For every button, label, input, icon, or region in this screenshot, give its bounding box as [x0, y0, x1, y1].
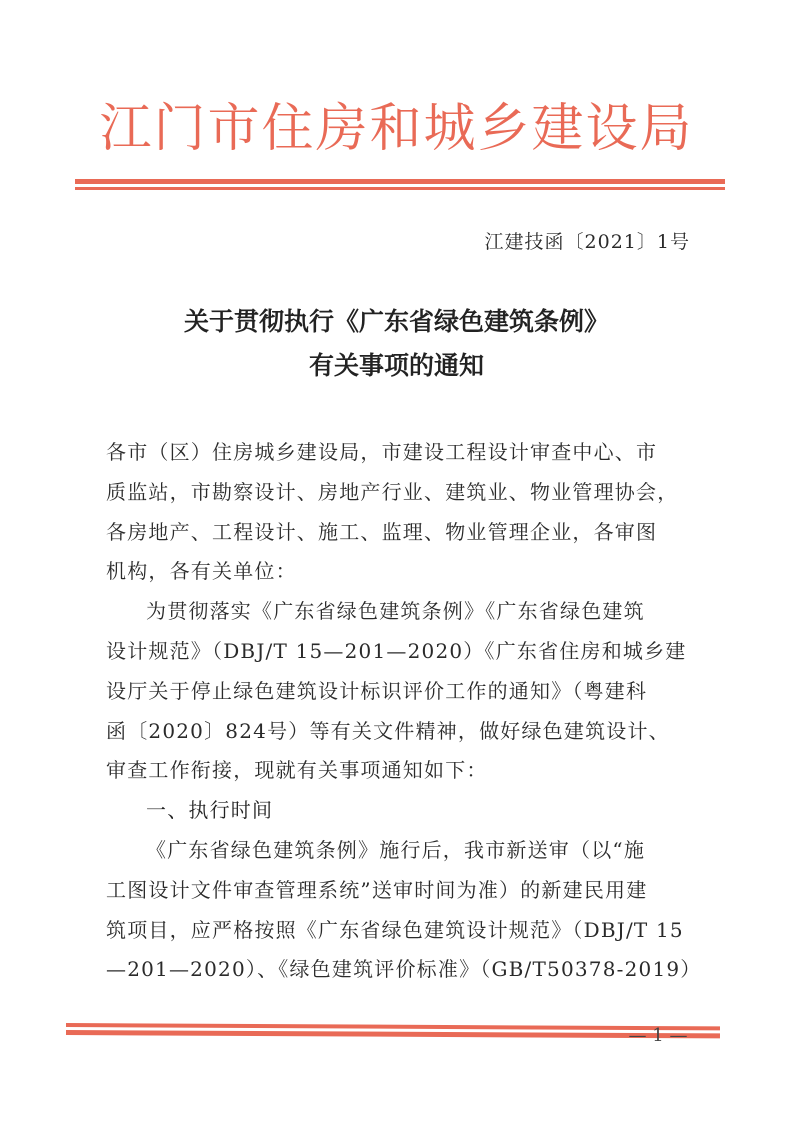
section1-paragraph-line: 筑项目，应严格按照《广东省绿色建筑设计规范》（DBJ/T 15: [106, 917, 684, 942]
intro-paragraph-line: 为贯彻落实《广东省绿色建筑条例》《广东省绿色建筑: [146, 599, 645, 624]
recipients-line: 质监站，市勘察设计、房地产行业、建筑业、物业管理协会，: [106, 479, 679, 504]
section-heading-execution-time: 一、执行时间: [146, 798, 274, 823]
agency-letterhead-title: 江门市住房和城乡建设局: [99, 99, 694, 159]
document-number: 江建技函〔2021〕1号: [484, 231, 690, 253]
section1-paragraph-line: —201—2020）、《绿色建筑评价标准》（GB/T50378-2019）: [106, 957, 702, 982]
intro-paragraph-line: 函〔2020〕824号）等有关文件精神，做好绿色建筑设计、: [106, 718, 670, 743]
section1-paragraph-line: 工图设计文件审查管理系统”送审时间为准）的新建民用建: [106, 877, 648, 902]
recipients-line: 各房地产、工程设计、施工、监理、物业管理企业，各审图: [106, 519, 658, 544]
document-body: [106, 433, 702, 990]
letterhead-rule-thin: [75, 187, 725, 190]
intro-paragraph-line: 审查工作衔接，现就有关事项通知如下：: [106, 758, 488, 783]
page-number: — 1 —: [628, 1025, 688, 1046]
letterhead-rule-thick: [75, 179, 725, 184]
recipients-line: 机构，各有关单位：: [106, 559, 297, 584]
intro-paragraph-line: 设计规范》（DBJ/T 15—201—2020）《广东省住房和城乡建: [106, 638, 687, 663]
intro-paragraph-line: 设厅关于停止绿色建筑设计标识评价工作的通知》（粤建科: [106, 678, 648, 703]
notice-title-line-1: 关于贯彻执行《广东省绿色建筑条例》: [183, 307, 609, 336]
notice-title-line-2: 有关事项的通知: [308, 351, 484, 380]
section1-paragraph-line: 《广东省绿色建筑条例》施行后，我市新送审（以“施: [146, 837, 646, 862]
recipients-line: 各市（区）住房城乡建设局，市建设工程设计审查中心、市: [106, 440, 658, 464]
